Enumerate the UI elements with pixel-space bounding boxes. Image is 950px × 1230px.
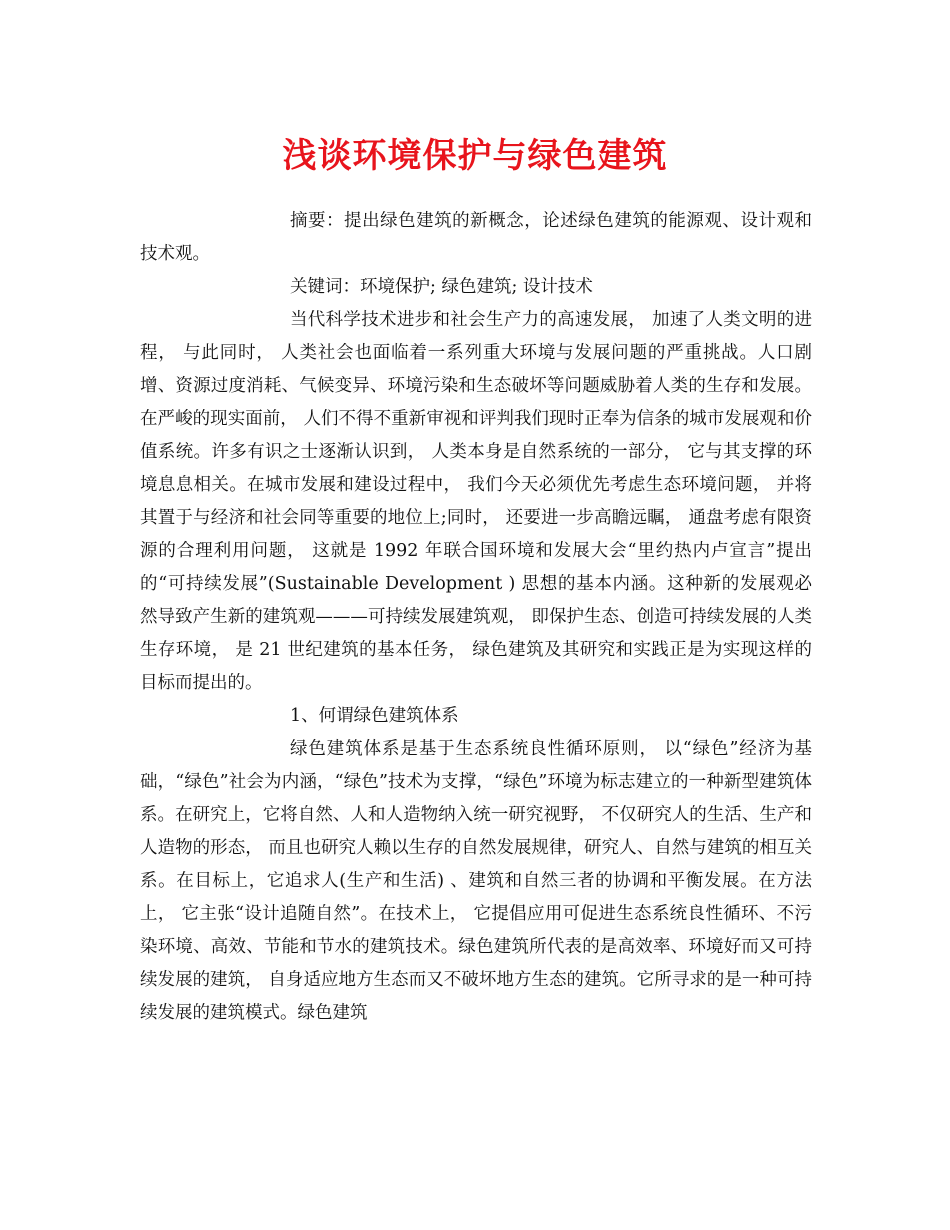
keywords-line: 关键词：环境保护; 绿色建筑; 设计技术 <box>290 277 593 297</box>
section-heading: 1、何谓绿色建筑体系 <box>290 706 459 726</box>
document-title: 浅谈环境保护与绿色建筑 <box>282 136 668 176</box>
document-body <box>140 205 812 1030</box>
intro-paragraph: 当代科学技术进步和社会生产力的高速发展， 加速了人类文明的进程， 与此同时， 人类社会也面临着一系列重大环境与发展问题的严重挑战。人口剧增、资源过度消耗、气候变异、环境污染和生态破坏等问题威胁着人类的生存和发展。在严峻的现实面前， 人们不得不重新审视和评判我们现时正奉为信条的城市发展观和价值系统。许多有识之士逐渐认识到， 人类本身是自然系统的一部分， 它与其支撑的环境息息相关。在城市发展和建设过程中， 我们今天必须优先考虑生态环境问题， 并将其置于与经济和社会同等重要的地位上;同时， 还要进一步高瞻远瞩， 通盘考虑有限资源的合理利用问题， 这就是 1992 年联合国环境和发展大会“里约热内卢宣言”提出的“可持续发展”(Sustainable Development ) 思想的基本内涵。这种新的发展观必然导致产生新的建筑观———可持续发展建筑观， 即保护生态、创造可持续发展的人类生存环境， 是 21 世纪建筑的基本任务， 绿色建筑及其研究和实践正是为实现这样的目标而提出的。 <box>140 310 812 693</box>
section-paragraph: 绿色建筑体系是基于生态系统良性循环原则， 以“绿色”经济为基础，“绿色”社会为内涵，“绿色”技术为支撑，“绿色”环境为标志建立的一种新型建筑体系。在研究上，它将自然、人和人造物纳入统一研究视野， 不仅研究人的生活、生产和人造物的形态， 而且也研究人赖以生存的自然发展规律，研究人、自然与建筑的相互关系。在目标上，它追求人(生产和生活) 、建筑和自然三者的协调和平衡发展。在方法上， 它主张“设计追随自然”。在技术上， 它提倡应用可促进生态系统良性循环、不污染环境、高效、节能和节水的建筑技术。绿色建筑所代表的是高效率、环境好而又可持续发展的建筑， 自身适应地方生态而又不破坏地方生态的建筑。它所寻求的是一种可持续发展的建筑模式。绿色建筑 <box>140 739 812 1023</box>
abstract-paragraph: 摘要：提出绿色建筑的新概念，论述绿色建筑的能源观、设计观和技术观。 <box>140 211 812 264</box>
